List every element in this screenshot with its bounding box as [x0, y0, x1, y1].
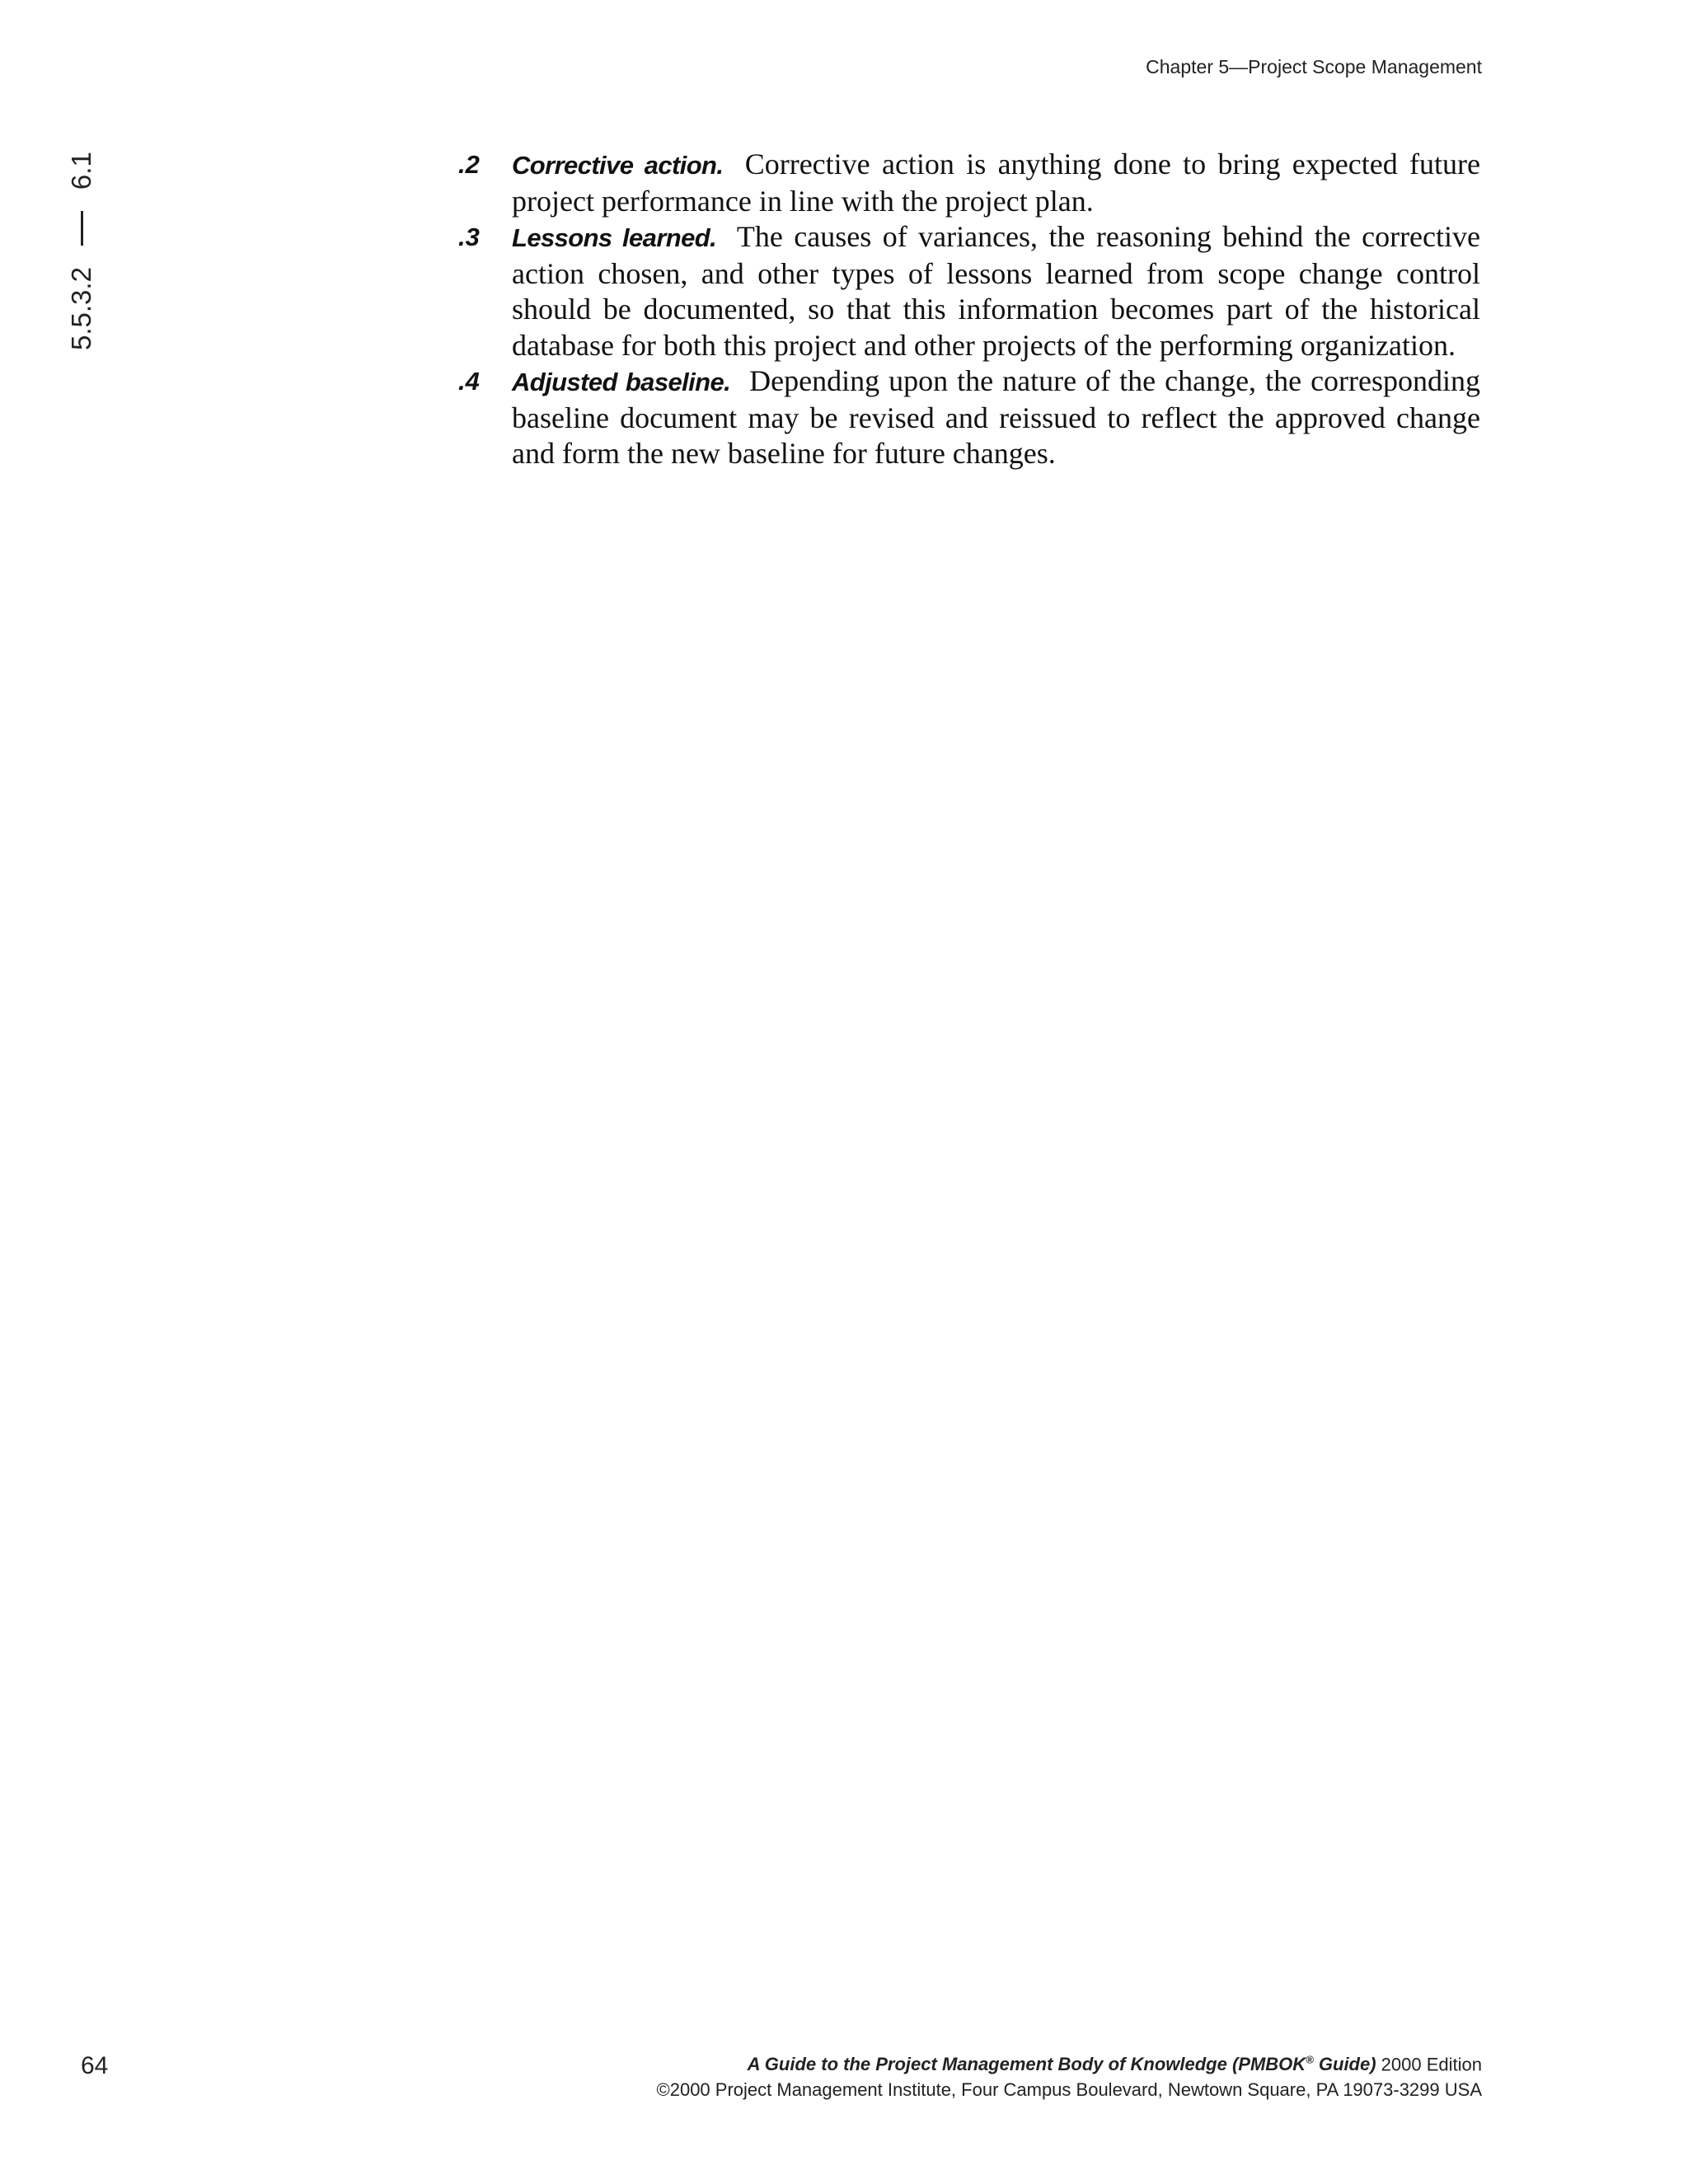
body-text: [458, 147, 1480, 472]
item-text: Depending upon the nature of the change, the corresponding baseline document may be revised and reissued to reflect the approved change and form the new baseline for future changes.: [512, 364, 1481, 470]
running-header: Chapter 5—Project Scope Management: [1146, 56, 1482, 77]
page-number: 64: [81, 2052, 109, 2079]
list-item-adjusted-baseline: [458, 363, 1480, 472]
list-item-corrective-action: [458, 147, 1480, 219]
book-title: [748, 2054, 1376, 2074]
item-number: .4: [458, 367, 480, 396]
section-tab-separator: [81, 211, 83, 246]
list-item-lessons-learned: [458, 219, 1480, 363]
copyright-line: ©2000 Project Management Institute, Four Campus Boulevard, Newtown Square, PA 19073-3299 USA: [656, 2079, 1482, 2101]
item-text: The causes of variances, the reasoning behind the corrective action chosen, and other types of lessons learned from scope change control should be documented, so that this information becomes part of the historical database for both this project and other projects of the performing organization.: [512, 220, 1481, 362]
footer: [657, 2047, 1482, 2102]
section-tab: [66, 152, 97, 350]
section-tab-current: 5.5.3.2: [66, 267, 96, 350]
item-term: Corrective action.: [512, 151, 724, 180]
registered-mark: ®: [1306, 2054, 1314, 2066]
book-title-main: A Guide to the Project Management Body of Knowledge (PMBOK: [747, 2054, 1306, 2075]
item-text: Corrective action is anything done to bring expected future project performance in line with the project plan.: [512, 148, 1480, 218]
item-number: .3: [458, 223, 480, 251]
footer-title-line: [657, 2047, 1482, 2077]
section-tab-next: 6.1: [66, 152, 96, 190]
item-term: Lessons learned.: [512, 223, 717, 252]
item-number: .2: [458, 150, 480, 179]
edition: 2000 Edition: [1376, 2054, 1482, 2075]
item-term: Adjusted baseline.: [512, 368, 731, 396]
book-title-end: Guide): [1313, 2054, 1376, 2075]
